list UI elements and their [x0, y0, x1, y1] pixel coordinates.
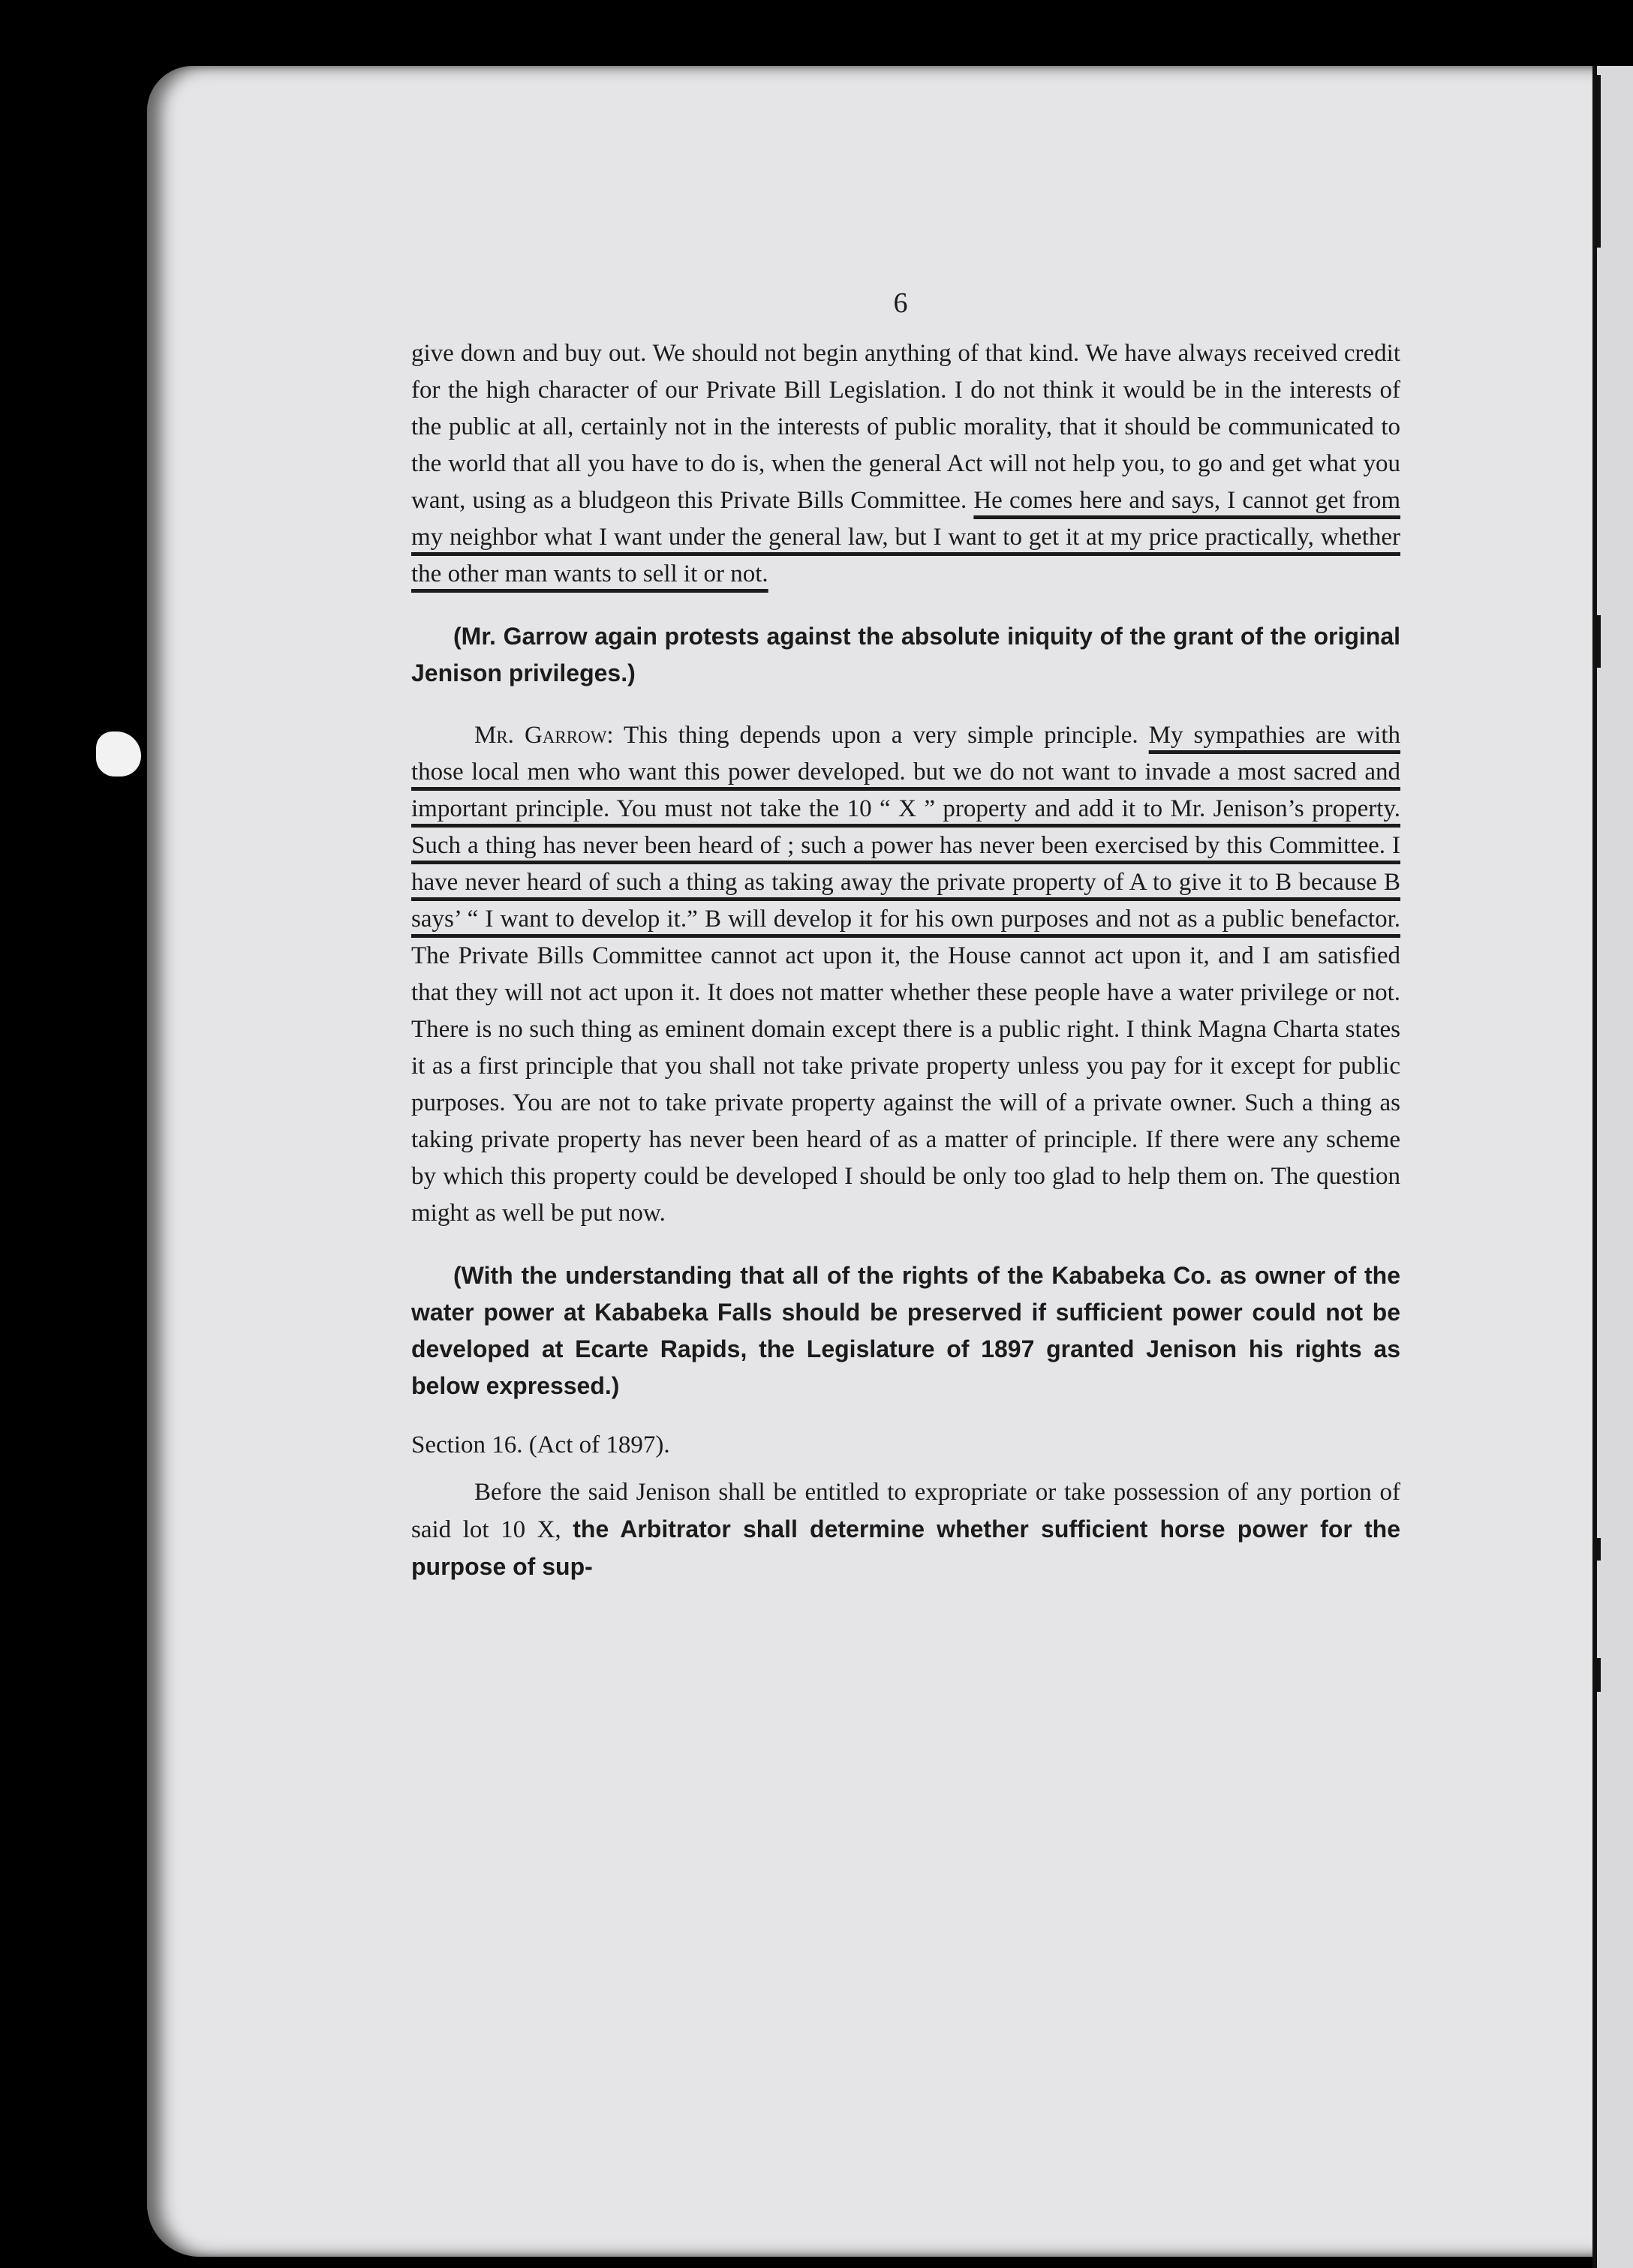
- paper-tear-speck: [96, 731, 141, 777]
- paragraph-testimony-continued: [411, 335, 1400, 593]
- section-heading: Section 16. (Act of 1897).: [411, 1431, 670, 1458]
- section-bold-text: the Arbitrator shall determine whether sufficient horse power for the purpose of sup-: [411, 1516, 1401, 1580]
- underlined-passage: He comes here and says, I cannot get from my neighbor what I want under the general law, but I want to get it at my price practically, whether the other man wants to sell it or not.: [411, 487, 1400, 587]
- section-text: [411, 1474, 1400, 1586]
- binding-mark: [1597, 1538, 1601, 1561]
- page-content: [411, 285, 1400, 1586]
- editorial-note: (With the understanding that all of the rights of the Kababeka Co. as owner of the water power at Kababeka Falls should be preserved if sufficient power could not be developed at Ecarte Rapids, the Legislature of 1897 granted Jenison his rights as below expressed.): [411, 1262, 1400, 1399]
- paragraph-text: The Private Bills Committee cannot act upon it, the House cannot act upon it, and I am satisfied that they will not act upon it. It does not matter whether these people have a water privilege or not. There is no such thing as eminent domain except there is a public right. I think Magna Charta states it as a first principle that you shall not take private property unless you pay for it except for public purposes. You are not to take private property against the will of a private owner. Such a thing as taking private property has never been heard of as a matter of principle. If there were any scheme by which this property could be developed I should be only too glad to help them on. The question might as well be put now.: [411, 942, 1400, 1227]
- binding-mark: [1597, 75, 1601, 248]
- paragraph-lead: : This thing depends upon a very simple principle.: [606, 722, 1138, 749]
- underlined-passage: My sympathies are with those local men who want this power developed. but we do not want to invade a most sacred and important principle. You must not take the 10 “ X ” property and add it to Mr. Jenison’s property. Such a thing has never been heard of ; such a power has never been exercised by this Committee. I have never heard of such a thing as taking away the private property of A to give it to B because B says’ “ I want to develop it.” B will develop it for his own purposes and not as a public benefactor.: [411, 722, 1401, 933]
- adjacent-page-edge: [1592, 66, 1633, 2268]
- paragraph-text: give down and buy out. We should not begin anything of that kind. We have always received credit for the high character of our Private Bill Legislation. I do not think it would be in the interests of the public at all, certainly not in the interests of public morality, that it should be communicated to the world that all you have to do is, when the general Act will not help you, to go and get what you want, using as a bludgeon this Private Bills Committee.: [411, 340, 1400, 514]
- page-number: 6: [893, 287, 908, 319]
- binding-mark: [1597, 1658, 1601, 1692]
- section-plain-text: Before the said Jenison shall be entitled to expropriate or take possession of any portion of said lot 10 X,: [411, 1479, 1400, 1543]
- editorial-note: (Mr. Garrow again protests against the absolute iniquity of the grant of the original Jenison privileges.): [411, 623, 1400, 686]
- speaker-name: Mr. Garrow: [474, 722, 607, 749]
- paragraph-garrow-statement: [411, 717, 1400, 1232]
- binding-mark: [1597, 615, 1601, 668]
